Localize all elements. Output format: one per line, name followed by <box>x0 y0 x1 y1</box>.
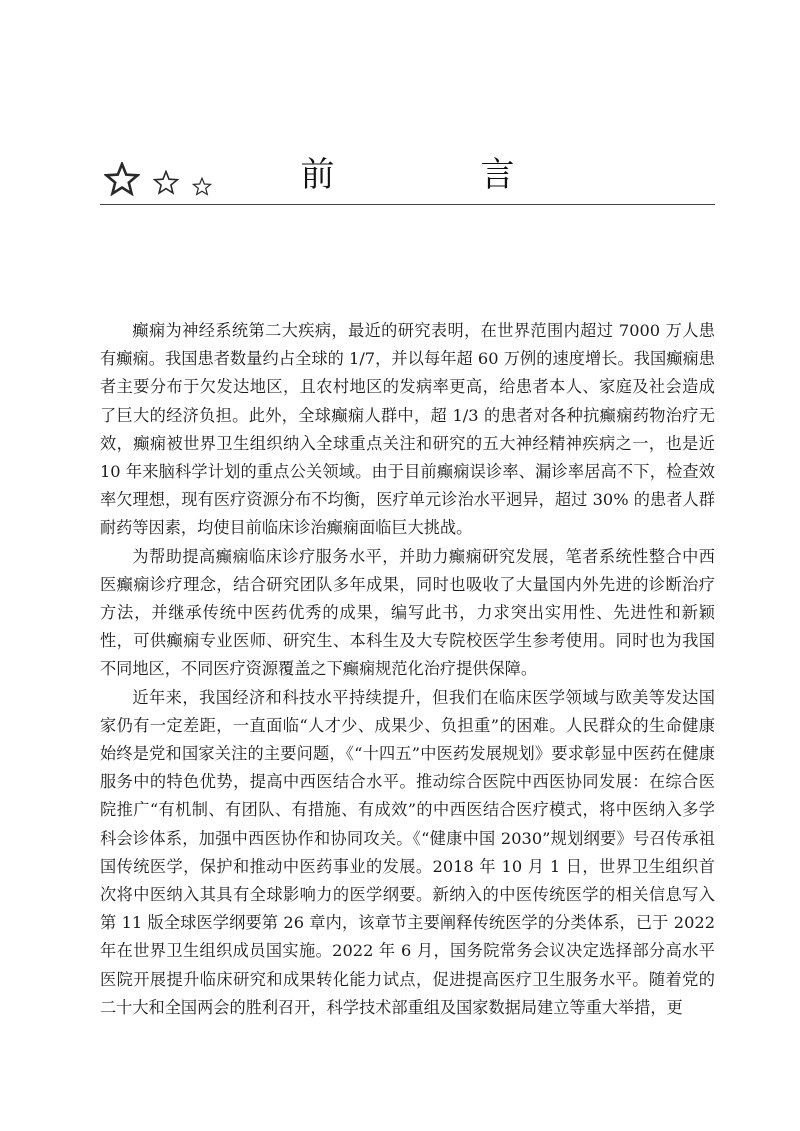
preface-body <box>100 317 715 1022</box>
chapter-heading <box>100 150 715 205</box>
heading-divider <box>100 204 715 205</box>
paragraph: 为帮助提高癫痫临床诊疗服务水平，并助力癫痫研究发展，笔者系统性整合中西医癫痫诊疗理念，结合研究团队多年成果，同时也吸收了大量国内外先进的诊断治疗方法，并继承传统中医药优秀的成果，编写此书，力求突出实用性、先进性和新颖性，可供癫痫专业医师、研究生、本科生及大专院校医学生参考使用。同时也为我国不同地区，不同医疗资源覆盖之下癫痫规范化治疗提供保障。 <box>100 546 715 679</box>
paragraph: 近年来，我国经济和科技水平持续提升，但我们在临床医学领域与欧美等发达国家仍有一定差距，一直面临“人才少、成果少、负担重”的困难。人民群众的生命健康始终是党和国家关注的主要问题，《“十四五”中医药发展规划》要求彰显中医药在健康服务中的特色优势，提高中西医结合水平。推动综合医院中西医协同发展：在综合医院推广“有机制、有团队、有措施、有成效”的中西医结合医疗模式，将中医纳入多学科会诊体系，加强中西医协作和协同攻关。《“健康中国 2030”规划纲要》号召传承祖国传统医学，保护和推动中医药事业的发展。2018 年 10 月 1 日，世界卫生组织首次将中医纳入其具有全球影响力的医学纲要。新纳入的中医传统医学的相关信息写入第 11 版全球医学纲要第 26 章内，该章节主要阐释传统医学的分类体系，已于 2022 年在世界卫生组织成员国实施。2022 年 6 月，国务院常务会议决定选择部分高水平医院开展提升临床研究和成果转化能力试点，促进提高医疗卫生服务水平。随着党的二十大和全国两会的胜利召开，科学技术部重组及国家数据局建立等重大举措，更 <box>100 687 715 1017</box>
paragraph: 癫痫为神经系统第二大疾病，最近的研究表明，在世界范围内超过 7000 万人患有癫痫。我国患者数量约占全球的 1/7，并以每年超 60 万例的速度增长。我国癫痫患者主要分布于欠发达地区，且农村地区的发病率更高，给患者本人、家庭及社会造成了巨大的经济负担。此外，全球癫痫人群中，超 1/3 的患者对各种抗癫痫药物治疗无效，癫痫被世界卫生组织纳入全球重点关注和研究的五大神经精神疾病之一，也是近 10 年来脑科学计划的重点公关领域。由于目前癫痫误诊率、漏诊率居高不下，检查效率欠理想，现有医疗资源分布不均衡，医疗单元诊治水平迥异，超过 30% 的患者人群耐药等因素，均使目前临床诊治癫痫面临巨大挑战。 <box>100 321 715 538</box>
page-title: 前 言 <box>300 155 571 195</box>
